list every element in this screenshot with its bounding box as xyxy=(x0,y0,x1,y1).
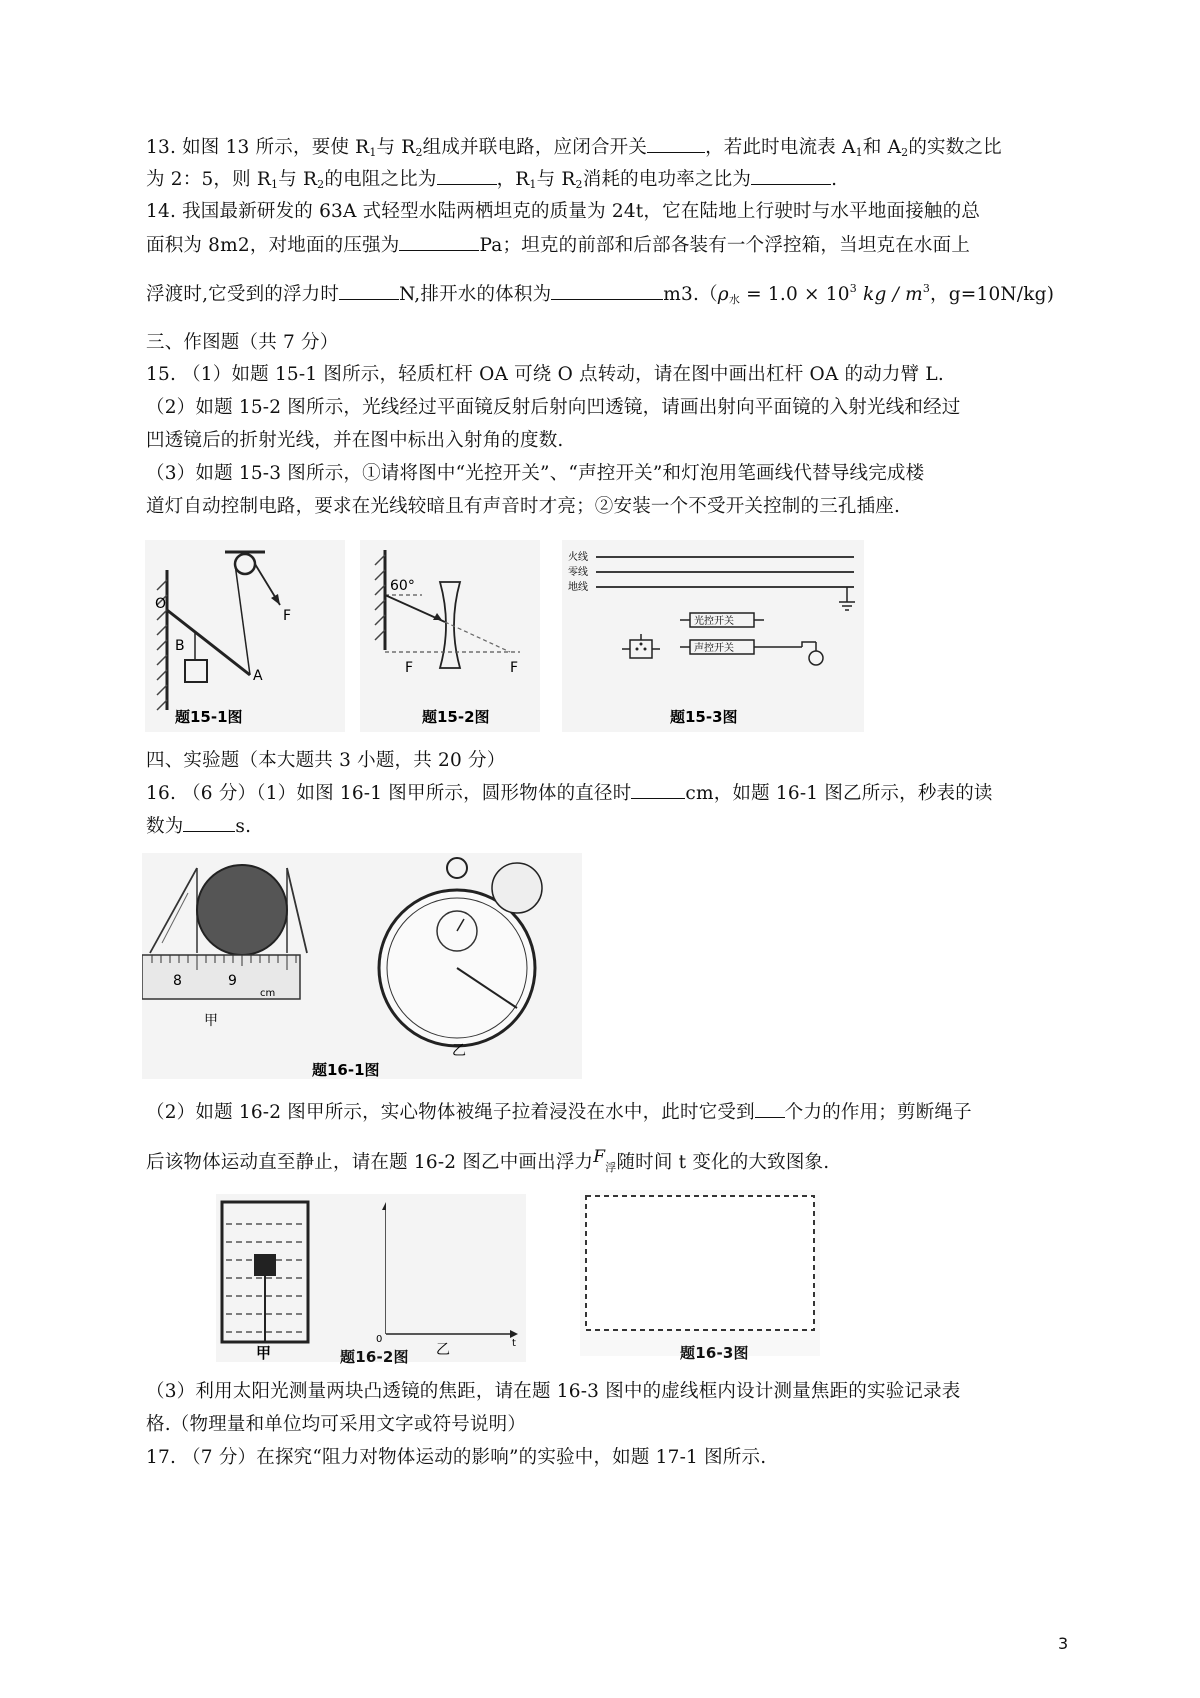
fig15-1-label-o: O xyxy=(155,596,167,612)
fig16-1-label-cm: cm xyxy=(260,988,276,999)
answer-blank[interactable] xyxy=(551,281,663,300)
q15-line-1: 15. （1）如题 15-1 图所示，轻质杠杆 OA 可绕 O 点转动，请在图中画出杠杆 OA 的动力臂 L. xyxy=(146,364,944,385)
q17-line-1: 17. （7 分）在探究“阻力对物体运动的影响”的实验中，如题 17-1 图所示. xyxy=(146,1447,767,1468)
fig15-3-label-live: 火线 xyxy=(568,552,588,563)
q16-line-5: （3）利用太阳光测量两块凸透镜的焦距，请在题 16-3 图中的虚线框内设计测量焦距的实验记录表 xyxy=(146,1381,961,1402)
fig15-2-caption: 题15-2图 xyxy=(422,708,490,726)
fig16-1-label-8: 8 xyxy=(173,973,182,989)
answer-blank[interactable] xyxy=(399,232,479,251)
q16-line-3: （2）如题 16-2 图甲所示，实心物体被绳子拉着浸没在水中，此时它受到 个力的作用；剪断绳子 xyxy=(146,1099,1076,1126)
q14-line-1: 14. 我国最新研发的 63A 式轻型水陆两栖坦克的质量为 24t，它在陆地上行驶时与水平地面接触的总 xyxy=(146,201,981,222)
fig15-3-caption: 题15-3图 xyxy=(670,708,738,726)
fig16-1-label-jia: 甲 xyxy=(204,1013,218,1029)
fig15-1-caption: 题15-1图 xyxy=(175,708,243,726)
fig15-1-label-a: A xyxy=(253,668,263,684)
q15-line-2: （2）如题 15-2 图所示，光线经过平面镜反射后射向凹透镜，请画出射向平面镜的入射光线和经过 xyxy=(146,397,961,418)
figure-15-1 xyxy=(145,540,345,732)
answer-blank[interactable] xyxy=(437,166,497,185)
answer-blank[interactable] xyxy=(755,1099,785,1118)
figure-16-2-yi xyxy=(386,1194,526,1362)
fig15-3-label-neutral: 零线 xyxy=(568,567,588,578)
fig16-2-label-t-axis: t xyxy=(512,1338,516,1349)
fig16-3-caption: 题16-3图 xyxy=(680,1344,749,1362)
q16-line-4: 后该物体运动直至静止，请在题 16-2 图乙中画出浮力$F_浮$随时间 t 变化的大致图象. xyxy=(146,1147,830,1174)
fig16-2-label-origin: 0 xyxy=(376,1334,383,1345)
figure-15-3 xyxy=(562,540,864,732)
answer-blank[interactable] xyxy=(631,780,685,799)
q16-line-2: 数为 s. xyxy=(146,813,1076,840)
q14-line-3: 浮渡时,它受到的浮力时 N,排开水的体积为 $m3.(\rho_水 = 1.0 \times 10^3$ kg / $m^3$，g=10N/kg) xyxy=(146,282,1055,306)
answer-blank[interactable] xyxy=(183,813,235,832)
q13-line-2: 为 2：5，则 $R_1$与 $R_2$的电阻之比为 ，$R_1$与 $R_2$消耗的电功率之比为 . xyxy=(146,166,1076,198)
fig15-2-label-f-left: F xyxy=(405,660,414,676)
fig16-1-caption: 题16-1图 xyxy=(312,1061,380,1079)
q14-line-2: 面积为 8m2，对地面的压强为 Pa；坦克的前部和后部各装有一个浮控箱，当坦克在水面上 xyxy=(146,232,1076,259)
fig16-2-caption: 题16-2图 xyxy=(340,1348,409,1366)
fig15-3-label-light-switch: 光控开关 xyxy=(694,616,734,627)
fig16-2-label-jia: 甲 xyxy=(256,1344,272,1362)
section-4-heading: 四、实验题（本大题共 3 小题，共 20 分） xyxy=(146,750,506,771)
q16-line-1: 16. （6 分）（1）如图 16-1 图甲所示，圆形物体的直径时 cm，如题 16-1 图乙所示，秒表的读 xyxy=(146,780,1076,807)
page-number: 3 xyxy=(1058,1634,1069,1653)
answer-blank[interactable] xyxy=(339,281,399,300)
fig15-2-label-angle: 60° xyxy=(390,578,415,594)
fig16-1-label-yi: 乙 xyxy=(452,1043,466,1059)
fig16-1-label-9: 9 xyxy=(228,973,237,989)
section-3-heading: 三、作图题（共 7 分） xyxy=(146,332,339,353)
answer-blank[interactable] xyxy=(647,134,705,153)
q13-line-1: 13. 如图 13 所示，要使 $R_1$与 $R_2$组成并联电路，应闭合开关 ，若此时电流表 $A_1$和 $A_2$的实数之比 xyxy=(146,134,1076,166)
figure-16-3 xyxy=(580,1190,820,1356)
q16-line-6: 格.（物理量和单位均可采用文字或符号说明） xyxy=(146,1414,527,1435)
fig15-1-label-b: B xyxy=(175,638,185,654)
fig15-3-label-sound-switch: 声控开关 xyxy=(694,643,734,654)
figure-15-2 xyxy=(360,540,540,732)
fig15-1-label-f: F xyxy=(283,608,292,624)
fig15-2-label-f-right: F xyxy=(510,660,519,676)
q15-line-3: 凹透镜后的折射光线，并在图中标出入射角的度数. xyxy=(146,430,564,451)
fig15-3-label-ground: 地线 xyxy=(568,582,588,593)
fig16-2-label-yi: 乙 xyxy=(436,1342,450,1358)
q15-line-5: 道灯自动控制电路，要求在光线较暗且有声音时才亮；②安装一个不受开关控制的三孔插座. xyxy=(146,496,901,517)
q15-line-4: （3）如题 15-3 图所示，①请将图中“光控开关”、“声控开关”和灯泡用笔画线代替导线完成楼 xyxy=(146,463,925,484)
answer-blank[interactable] xyxy=(751,166,831,185)
figure-16-1 xyxy=(142,853,582,1079)
